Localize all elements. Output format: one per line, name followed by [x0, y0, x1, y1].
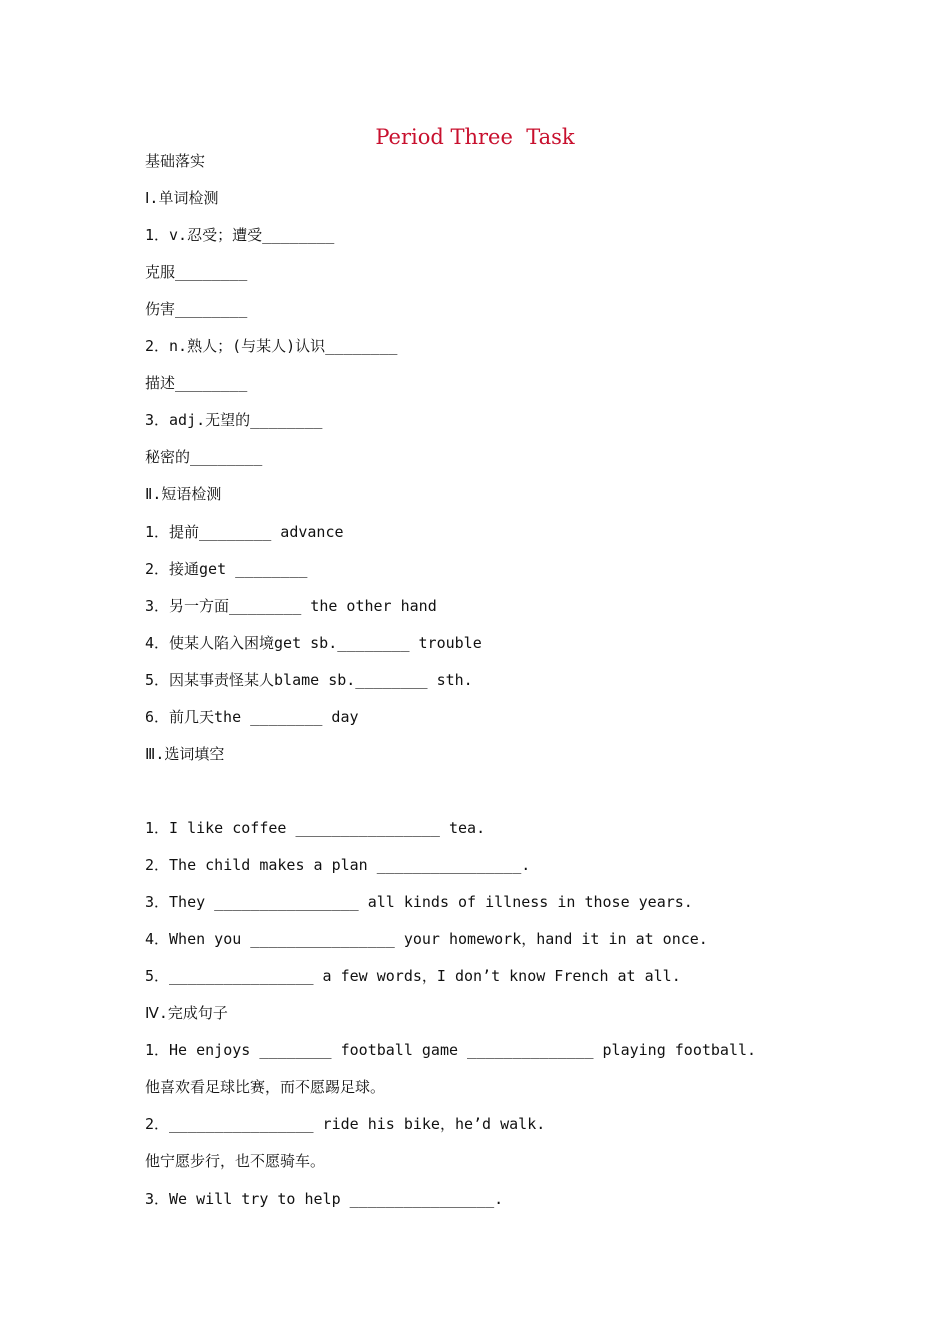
- exercise-line: 描述________: [145, 374, 248, 392]
- section-heading: Ⅲ.选词填空: [145, 745, 225, 763]
- exercise-line: 伤害________: [145, 300, 248, 318]
- exercise-line: 5．________________ a few words，I don’t know French at all.: [145, 967, 681, 985]
- exercise-line: 4．When you ________________ your homework，hand it in at once.: [145, 930, 708, 948]
- section-label: 基础落实: [145, 152, 206, 170]
- exercise-line: 2．n.熟人；(与某人)认识________: [145, 337, 398, 355]
- exercise-line: 1．提前________ advance: [145, 523, 344, 541]
- translation-line: 他喜欢看足球比赛，而不愿踢足球。: [145, 1078, 386, 1096]
- page-title: Period Three Task: [375, 125, 575, 149]
- exercise-line: 2．The child makes a plan ________________.: [145, 856, 531, 874]
- exercise-line: 2．________________ ride his bike，he’d walk.: [145, 1115, 546, 1133]
- section-heading: Ⅰ.单词检测: [145, 189, 219, 207]
- exercise-line: 3．They ________________ all kinds of illness in those years.: [145, 893, 693, 911]
- translation-line: 他宁愿步行，也不愿骑车。: [145, 1152, 326, 1170]
- exercise-line: 6．前几天the ________ day: [145, 708, 359, 726]
- exercise-line: 5．因某事责怪某人blame sb.________ sth.: [145, 671, 473, 689]
- section-heading: Ⅱ.短语检测: [145, 485, 222, 503]
- exercise-line: 1．He enjoys ________ football game ______________ playing football.: [145, 1041, 757, 1059]
- exercise-line: 4．使某人陷入困境get sb.________ trouble: [145, 634, 482, 652]
- exercise-line: 3．We will try to help ________________.: [145, 1190, 504, 1208]
- exercise-line: 3．adj.无望的________: [145, 411, 323, 429]
- section-heading: Ⅳ.完成句子: [145, 1004, 228, 1022]
- exercise-line: 2．接通get ________: [145, 560, 308, 578]
- exercise-line: 3．另一方面________ the other hand: [145, 597, 437, 615]
- exercise-line: 1．v.忍受；遭受________: [145, 226, 335, 244]
- exercise-line: 秘密的________: [145, 448, 263, 466]
- exercise-line: 1．I like coffee ________________ tea.: [145, 819, 486, 837]
- exercise-line: 克服________: [145, 263, 248, 281]
